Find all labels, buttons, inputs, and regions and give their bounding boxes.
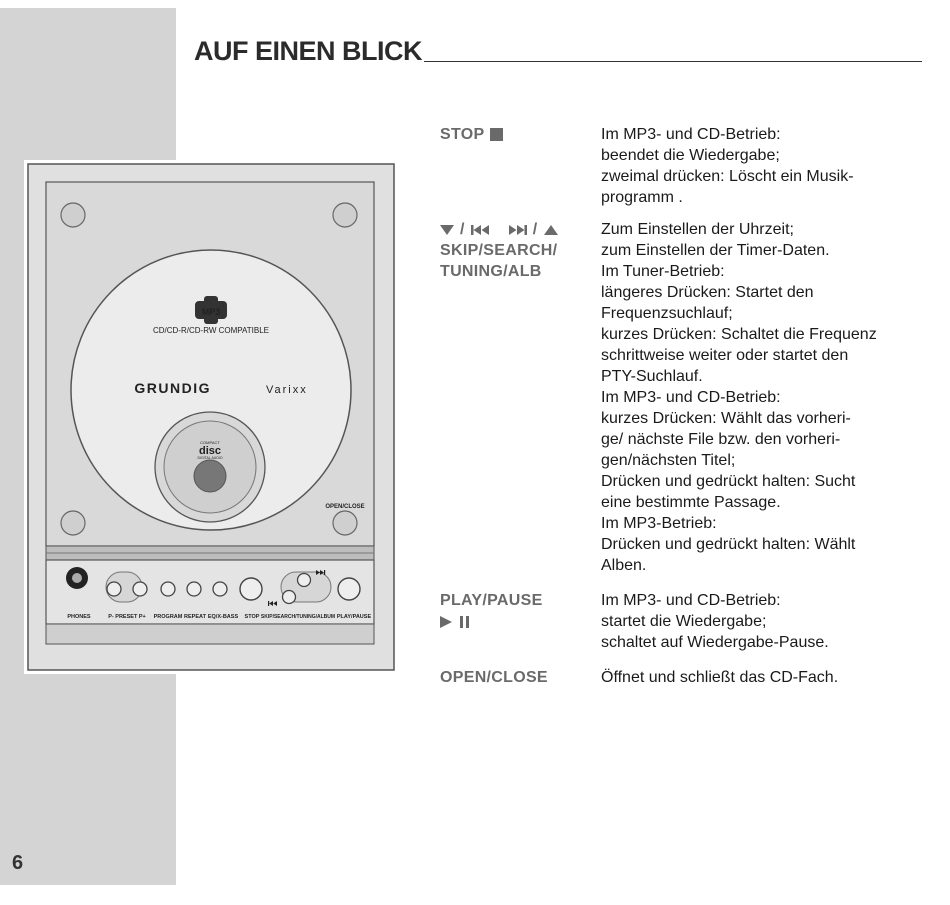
screw-top-right-icon [333,203,357,227]
def-line: PTY-Suchlauf. [601,368,703,385]
label-skip: SKIP/SEARCH/TUNING/ALBUM [260,614,336,620]
skip-back-button[interactable] [283,591,296,604]
title-rule [424,61,922,62]
skip-symbols [440,219,590,240]
label-phones: PHONES [67,614,91,620]
slash-separator: / [460,221,465,238]
skip-forward-icon [509,224,527,236]
label-preset: P- PRESET P+ [108,614,146,620]
term-play-pause-label: PLAY/PAUSE [440,592,543,609]
preset-plus-button[interactable] [133,582,147,596]
def-line: Frequenzsuchlauf; [601,305,733,322]
down-triangle-icon [440,224,454,236]
def-line: Im MP3- und CD-Betrieb: [601,126,781,143]
pause-icon [458,616,470,628]
play-pause-button[interactable] [338,578,360,600]
compact-disc-logo-icon [197,440,222,460]
stop-square-icon [490,128,503,141]
label-eq: EQ/X-BASS [207,614,239,620]
def-line: Im MP3- und CD-Betrieb: [601,389,781,406]
model-name: Varixx [266,384,308,396]
up-triangle-icon [544,224,558,236]
term-skip-line-1: SKIP/SEARCH/ [440,242,558,259]
def-line: schrittweise weiter oder startet den [601,347,849,364]
def-line: Öffnet und schließt das CD-Fach. [601,669,839,686]
disc-logo-main: disc [198,445,222,457]
def-line: beendet die Wiedergabe; [601,147,780,164]
def-line: programm . [601,189,683,206]
def-line: Drücken und gedrückt halten: Sucht [601,473,856,490]
page-title: AUF EINEN BLICK [194,36,422,66]
skip-back-icon [471,224,489,236]
screw-top-left-icon [61,203,85,227]
stop-button[interactable] [240,578,262,600]
term-skip-line-2: TUNING/ALB [440,263,542,280]
program-button[interactable] [161,582,175,596]
open-close-label: OPEN/CLOSE [325,504,365,510]
def-line: Alben. [601,557,647,574]
def-line: Zum Einstellen der Uhrzeit; [601,221,794,238]
def-line: ge/ nächste File bzw. den vorheri- [601,431,841,448]
label-stop: STOP [244,614,260,620]
def-stop [601,124,891,208]
term-stop-row [440,124,590,145]
label-play-pause: PLAY/PAUSE [336,614,372,620]
play-icon [440,616,452,628]
open-close-button[interactable] [333,511,357,535]
term-open-close [440,667,590,688]
def-line: zum Einstellen der Timer-Daten. [601,242,830,259]
compat-text: CD/CD-R/CD-RW COMPATIBLE [153,326,269,335]
def-line: Im MP3- und CD-Betrieb: [601,592,781,609]
def-line: längeres Drücken: Startet den [601,284,814,301]
def-line: Im Tuner-Betrieb: [601,263,725,280]
label-program: PROGRAM [153,614,183,620]
play-pause-symbols [440,611,590,632]
term-stop-label: STOP [440,126,485,143]
label-repeat: REPEAT [184,614,206,620]
def-play-pause [601,590,891,653]
def-line: kurzes Drücken: Schaltet die Frequenz [601,326,877,343]
term-open-close-label: OPEN/CLOSE [440,669,548,686]
def-open-close [601,667,891,688]
phones-jack-inner [72,573,82,583]
repeat-button[interactable] [187,582,201,596]
def-skip [601,219,891,576]
brand-logo: GRUNDIG [134,380,211,396]
term-skip [440,219,590,282]
def-line: Drücken und gedrückt halten: Wählt [601,536,856,553]
skip-forward-button[interactable] [298,574,311,587]
screw-bottom-left-icon [61,511,85,535]
disc-logo-top: COMPACT [200,440,220,445]
device-base [46,624,374,644]
def-line: kurzes Drücken: Wählt das vorheri- [601,410,851,427]
slash-separator: / [532,221,538,238]
eq-xbass-button[interactable] [213,582,227,596]
disc-logo-bottom: DIGITAL AUDIO [197,456,223,460]
mp3-logo-text: MP3 [201,307,221,317]
def-line: Im MP3-Betrieb: [601,515,717,532]
term-play-pause [440,590,590,632]
def-line: eine bestimmte Passage. [601,494,781,511]
def-line: schaltet auf Wiedergabe-Pause. [601,634,829,651]
cd-spindle-icon [194,460,226,492]
device-illustration [24,160,398,674]
def-line: gen/nächsten Titel; [601,452,736,469]
term-stop [440,124,590,145]
page-number: 6 [12,852,24,874]
preset-minus-button[interactable] [107,582,121,596]
def-line: zweimal drücken: Löscht ein Musik- [601,168,854,185]
def-line: startet die Wiedergabe; [601,613,767,630]
